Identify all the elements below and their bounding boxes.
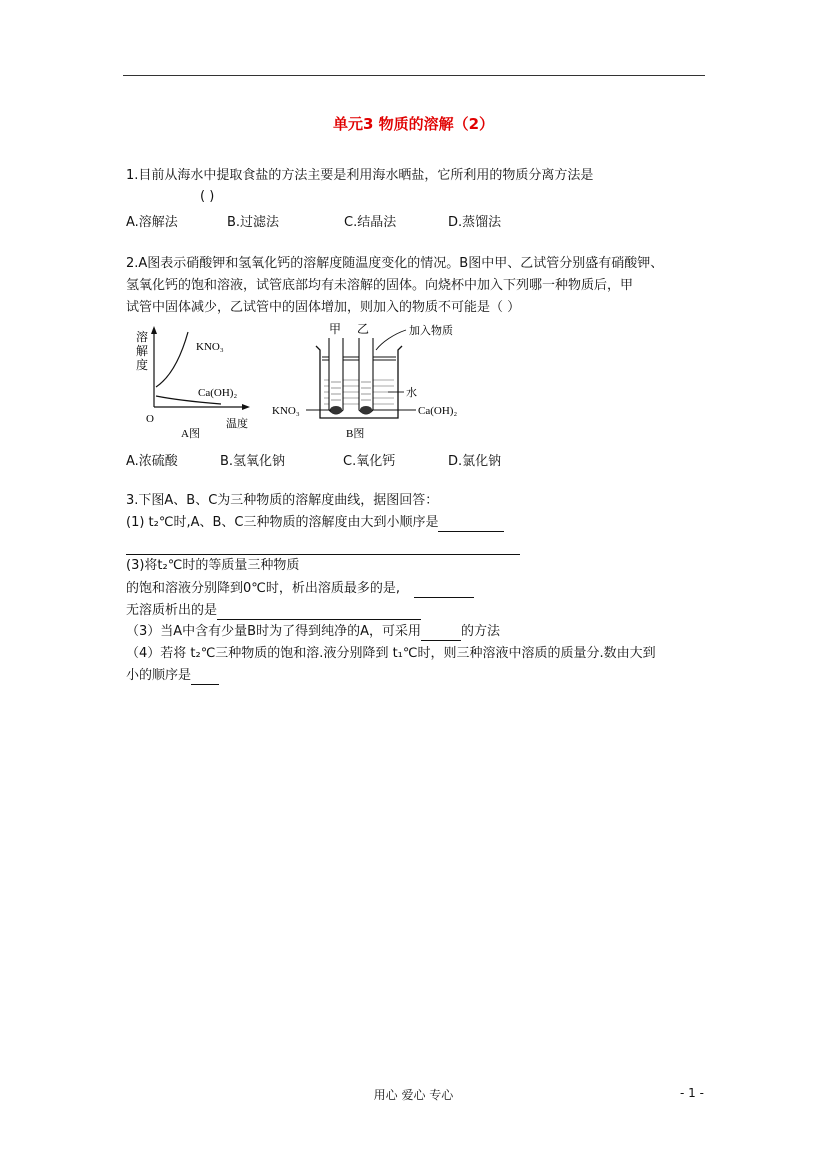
fig-b-tube-yi: 乙 bbox=[357, 322, 370, 336]
q1-option-c: C.结晶法 bbox=[344, 215, 397, 230]
fig-b-water-label: 水 bbox=[406, 387, 417, 399]
q2-option-b: B.氢氧化钠 bbox=[220, 454, 286, 469]
q3-part3b-blank[interactable] bbox=[421, 626, 461, 641]
q2-text-line3: 试管中固体减少，乙试管中的固体增加，则加入的物质不可能是（ ） bbox=[126, 300, 521, 315]
q3-part3b bbox=[126, 623, 500, 641]
q2-option-d: D.氯化钠 bbox=[448, 454, 502, 469]
page-title: 单元3 物质的溶解（2） bbox=[332, 115, 495, 133]
q3-part1-blank[interactable] bbox=[438, 517, 504, 532]
q1-option-b: B.过滤法 bbox=[227, 215, 280, 230]
q3-part3-line3-text: 无溶质析出的是 bbox=[126, 603, 218, 618]
q3-part3-line2 bbox=[126, 580, 474, 598]
page-footer: 用心 爱心 专心 bbox=[373, 1088, 454, 1102]
q2-option-c: C.氧化钙 bbox=[343, 454, 396, 469]
fig-b-tube-jia: 甲 bbox=[329, 322, 342, 336]
fig-b-caption: B图 bbox=[346, 428, 365, 440]
fig-b-added-label: 加入物质 bbox=[409, 325, 453, 337]
fig-a-origin: O bbox=[146, 413, 154, 425]
kno3-curve bbox=[156, 332, 188, 387]
figure-a-solubility-graph bbox=[136, 326, 250, 440]
fig-a-ylabel-1: 溶 bbox=[136, 330, 149, 344]
q3-part3b-end: 的方法 bbox=[460, 624, 500, 639]
q1-option-a: A.溶解法 bbox=[126, 215, 178, 230]
q2-figures bbox=[126, 322, 486, 444]
q2-text-line2: 氢氧化钙的饱和溶液，试管底部均有未溶解的固体。向烧杯中加入下列哪一种物质后，甲 bbox=[126, 278, 634, 293]
page-number: - 1 - bbox=[680, 1086, 704, 1100]
q3-part3b-text: （3）当A中含有少量B时为了得到纯净的A，可采用 bbox=[126, 624, 421, 639]
fig-a-xlabel: 温度 bbox=[226, 418, 248, 430]
q3-part4-line1: （4）若将 t₂℃三种物质的饱和溶.液分别降到 t₁℃时，则三种溶液中溶质的质量分.数由大到 bbox=[126, 646, 656, 661]
q3-part3-line3 bbox=[126, 602, 421, 620]
q3-part4-blank[interactable] bbox=[191, 670, 219, 685]
q2-text-line1: 2.A图表示硝酸钾和氢氧化钙的溶解度随温度变化的情况。B图中甲、乙试管分别盛有硝酸钾、 bbox=[126, 256, 664, 271]
q1-option-d: D.蒸馏法 bbox=[448, 215, 502, 230]
q3-part3-line1: (3)将t₂℃时的等质量三种物质 bbox=[126, 558, 300, 573]
header-rule bbox=[123, 75, 705, 76]
fig-a-ylabel-3: 度 bbox=[136, 358, 149, 372]
fig-a-caption: A图 bbox=[181, 428, 200, 440]
q3-part1-blank-line2[interactable] bbox=[126, 554, 520, 555]
q2-figure-svg bbox=[126, 322, 486, 440]
fig-a-caoh2-label: Ca(OH)₂ bbox=[198, 387, 238, 399]
q3-part1-text: (1) t₂℃时,A、B、C三种物质的溶解度由大到小顺序是 bbox=[126, 515, 439, 530]
q3-part1 bbox=[126, 514, 504, 532]
fig-a-kno3-label: KNO₃ bbox=[196, 341, 224, 353]
q2-option-a: A.浓硫酸 bbox=[126, 454, 178, 469]
q1-text-line1: 1.目前从海水中提取食盐的方法主要是利用海水晒盐，它所利用的物质分离方法是 bbox=[126, 168, 594, 183]
q3-part3-line2-text: 的饱和溶液分别降到0℃时，析出溶质最多的是, bbox=[126, 581, 401, 596]
q3-part4-line2-text: 小的顺序是 bbox=[126, 668, 192, 683]
figure-b-beaker-diagram bbox=[272, 322, 457, 440]
q1-answer-paren: ( ) bbox=[200, 189, 215, 204]
q3-intro: 3.下图A、B、C为三种物质的溶解度曲线，据图回答： bbox=[126, 493, 439, 508]
fig-b-caoh2-label: Ca(OH)₂ bbox=[418, 405, 458, 417]
fig-a-ylabel-2: 解 bbox=[136, 344, 149, 358]
q3-part3-blank2[interactable] bbox=[217, 605, 421, 620]
q3-part3-blank1[interactable] bbox=[414, 583, 474, 598]
fig-b-kno3-label: KNO₃ bbox=[272, 405, 300, 417]
q3-part4-line2 bbox=[126, 667, 219, 685]
